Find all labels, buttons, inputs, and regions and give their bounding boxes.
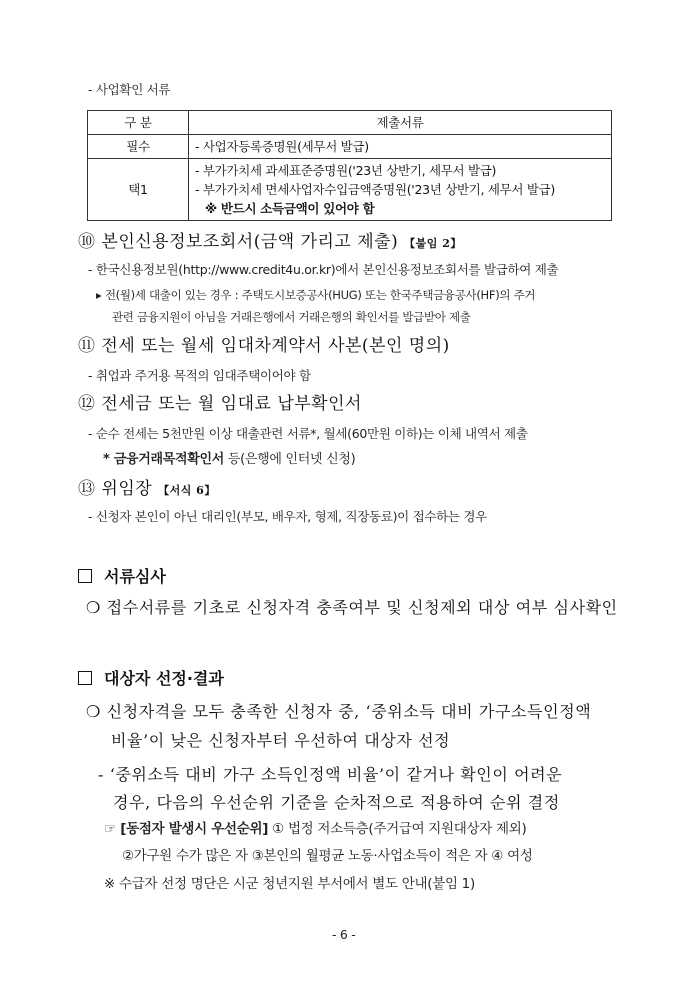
item11-title: ⑪ 전세 또는 월세 임대차계약서 사본(본인 명의)	[78, 336, 450, 356]
item10-line: - 한국신용정보원(http://www.credit4u.or.kr)에서 본인신용정보조회서를 발급하여 제출	[88, 262, 559, 277]
header-documents: 제출서류	[189, 111, 612, 135]
page-number: - 6 -	[332, 927, 356, 942]
selection-title: 대상자 선정·결과	[104, 669, 224, 688]
selection-line: - ‘중위소득 대비 가구 소득인정액 비율’이 같거나 확인이 어려운	[98, 765, 563, 784]
form-tag: 【서식 6】	[158, 484, 216, 497]
item10-line: ▸ 전(월)세 대출이 있는 경우 : 주택도시보증공사(HUG) 또는 한국주택금융공사(HF)의 주거	[96, 288, 536, 302]
item11-line: - 취업과 주거용 목적의 임대주택이어야 함	[88, 368, 311, 383]
tie-break-rule: ① 법정 저소득층(주거급여 지원대상자 제외)	[268, 821, 527, 837]
item10-line: 관련 금융지원이 아님을 거래은행에서 거래은행의 확인서를 발급받아 제출	[112, 310, 471, 324]
row-items	[189, 159, 612, 221]
header-category: 구 분	[88, 111, 189, 135]
item13-heading	[78, 481, 216, 498]
note-bold: * 금융거래목적확인서	[103, 452, 225, 467]
row-item: - 부가가치세 과세표준증명원('23년 상반기, 세무서 발급)	[195, 163, 497, 178]
tie-break-line	[104, 823, 526, 837]
table-row	[88, 159, 612, 221]
square-bullet-icon	[78, 671, 92, 685]
review-title: 서류심사	[104, 567, 166, 586]
item10-heading	[78, 234, 462, 251]
row-item: - 부가가치세 면세사업자수입금액증명원('23년 상반기, 세무서 발급)	[195, 182, 555, 197]
tie-break-label: ☞ [동점자 발생시 우선순위]	[104, 821, 269, 837]
table-row	[88, 135, 612, 159]
item13-line: - 신청자 본인이 아닌 대리인(부모, 배우자, 형제, 직장동료)이 접수하는 경우	[88, 509, 487, 524]
note-rest: 등(은행에 인터넷 신청)	[224, 452, 356, 467]
row-note: ※ 반드시 소득금액이 있어야 함	[205, 201, 375, 216]
selection-note: ※ 수급자 선정 명단은 시군 청년지원 부서에서 별도 안내(붙임 1)	[104, 876, 475, 892]
row-item: - 사업자등록증명원(세무서 발급)	[189, 135, 612, 159]
item10-title: ⑩ 본인신용정보조회서(금액 가리고 제출)	[78, 232, 399, 252]
attachment-tag: 【붙임 2】	[404, 237, 462, 250]
selection-line: 경우, 다음의 우선순위 기준을 순차적으로 적용하여 순위 결정	[113, 793, 560, 812]
review-line: ❍ 접수서류를 기초로 신청자격 충족여부 및 신청제외 대상 여부 심사확인	[86, 598, 618, 617]
selection-line: 비율’이 낮은 신청자부터 우선하여 대상자 선정	[111, 731, 451, 750]
square-bullet-icon	[78, 569, 92, 583]
business-docs-heading: - 사업확인 서류	[88, 82, 171, 97]
item13-title: ⑬ 위임장	[78, 479, 153, 499]
row-category: 필수	[88, 135, 189, 159]
row-category: 택1	[88, 159, 189, 221]
business-docs-table	[87, 110, 612, 221]
item12-line: - 순수 전세는 5천만원 이상 대출관련 서류*, 월세(60만원 이하)는 이체 내역서 제출	[88, 426, 528, 441]
review-heading	[78, 569, 166, 585]
item12-title: ⑫ 전세금 또는 월 임대료 납부확인서	[78, 394, 362, 414]
selection-heading	[78, 671, 224, 687]
selection-line: ❍ 신청자격을 모두 충족한 신청자 중, ‘중위소득 대비 가구소득인정액	[86, 702, 592, 721]
item12-note	[103, 453, 355, 466]
selection-line: ②가구원 수가 많은 자 ③본인의 월평균 노동·사업소득이 적은 자 ④ 여성	[122, 848, 533, 864]
